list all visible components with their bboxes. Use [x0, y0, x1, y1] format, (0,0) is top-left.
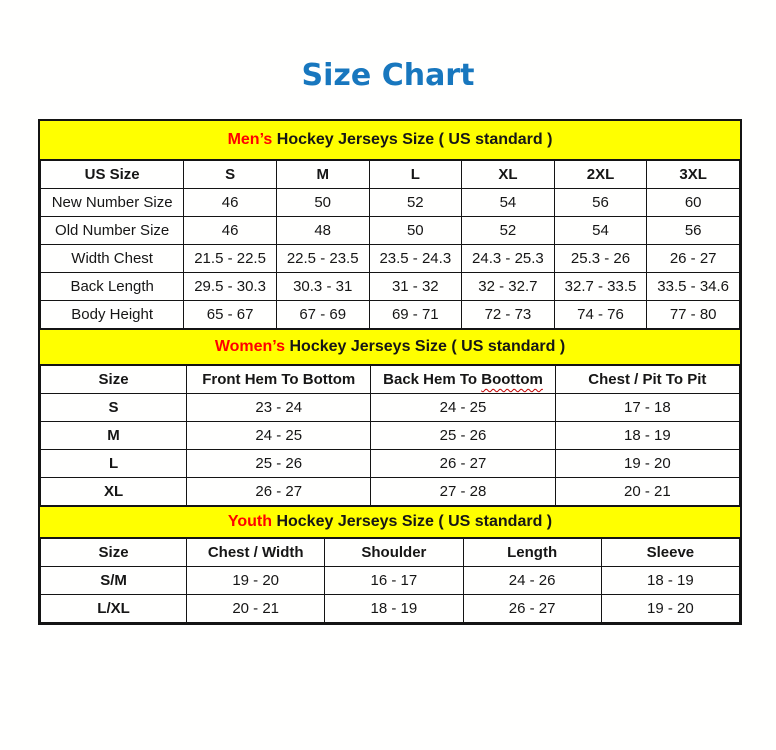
value-cell: 46: [184, 189, 277, 217]
value-cell: 26 - 27: [371, 450, 555, 478]
youth-size-section: [40, 506, 740, 623]
value-cell: 32 - 32.7: [462, 273, 555, 301]
row-label-cell: M: [41, 422, 187, 450]
value-cell: 56: [647, 217, 740, 245]
column-header-cell: Size: [41, 366, 187, 394]
heading-highlight: Women’s: [214, 338, 286, 355]
value-cell: 33.5 - 34.6: [647, 273, 740, 301]
value-cell: 17 - 18: [555, 394, 739, 422]
value-cell: 72 - 73: [462, 301, 555, 329]
mens-table-heading: [40, 121, 740, 160]
row-label-cell: L/XL: [41, 595, 187, 623]
value-cell: 16 - 17: [325, 567, 463, 595]
value-cell: 50: [276, 189, 369, 217]
value-cell: 19 - 20: [555, 450, 739, 478]
page-title: Size Chart: [301, 58, 475, 93]
value-cell: 24 - 26: [463, 567, 601, 595]
value-cell: 65 - 67: [184, 301, 277, 329]
column-header-cell: Sleeve: [601, 539, 739, 567]
table-row: [41, 273, 740, 301]
value-cell: 60: [647, 189, 740, 217]
value-cell: 56: [554, 189, 647, 217]
row-label-cell: New Number Size: [41, 189, 184, 217]
value-cell: 25.3 - 26: [554, 245, 647, 273]
column-header-cell: S: [184, 161, 277, 189]
column-header-cell: L: [369, 161, 462, 189]
table-row: [41, 301, 740, 329]
row-label-cell: Body Height: [41, 301, 184, 329]
value-cell: 19 - 20: [187, 567, 325, 595]
value-cell: 32.7 - 33.5: [554, 273, 647, 301]
table-row: [41, 394, 740, 422]
value-cell: 48: [276, 217, 369, 245]
column-header-cell: Chest / Pit To Pit: [555, 366, 739, 394]
value-cell: 18 - 19: [325, 595, 463, 623]
size-chart-page: [0, 58, 776, 625]
misspelled-word: Boottom: [481, 371, 543, 388]
value-cell: 23.5 - 24.3: [369, 245, 462, 273]
value-cell: 22.5 - 23.5: [276, 245, 369, 273]
womens-size-section: [40, 329, 740, 506]
value-cell: 50: [369, 217, 462, 245]
value-cell: 23 - 24: [187, 394, 371, 422]
table-row: [41, 567, 740, 595]
value-cell: 25 - 26: [187, 450, 371, 478]
value-cell: 24 - 25: [371, 394, 555, 422]
value-cell: 31 - 32: [369, 273, 462, 301]
column-header-row: [41, 366, 740, 394]
womens-size-table: [40, 365, 740, 506]
value-cell: 54: [462, 189, 555, 217]
heading-highlight: Men’s: [227, 131, 273, 148]
row-label-cell: S/M: [41, 567, 187, 595]
value-cell: 27 - 28: [371, 478, 555, 506]
value-cell: 26 - 27: [187, 478, 371, 506]
row-label-cell: Width Chest: [41, 245, 184, 273]
column-header-cell: Back Hem To Boottom: [371, 366, 555, 394]
row-label-cell: S: [41, 394, 187, 422]
value-cell: 24.3 - 25.3: [462, 245, 555, 273]
row-label-cell: L: [41, 450, 187, 478]
mens-size-table: [40, 160, 740, 329]
youth-table-heading: [40, 506, 740, 538]
value-cell: 20 - 21: [187, 595, 325, 623]
table-row: [41, 478, 740, 506]
heading-rest: Hockey Jerseys Size ( US standard ): [272, 513, 553, 530]
value-cell: 21.5 - 22.5: [184, 245, 277, 273]
column-header-row: [41, 539, 740, 567]
row-label-cell: Back Length: [41, 273, 184, 301]
heading-rest: Hockey Jerseys Size ( US standard ): [285, 338, 566, 355]
column-header-cell: Size: [41, 539, 187, 567]
value-cell: 29.5 - 30.3: [184, 273, 277, 301]
table-row: [41, 217, 740, 245]
value-cell: 24 - 25: [187, 422, 371, 450]
column-header-cell: US Size: [41, 161, 184, 189]
value-cell: 18 - 19: [555, 422, 739, 450]
column-header-cell: Chest / Width: [187, 539, 325, 567]
column-header-cell: 3XL: [647, 161, 740, 189]
column-header-cell: Front Hem To Bottom: [187, 366, 371, 394]
column-header-cell: 2XL: [554, 161, 647, 189]
column-header-row: [41, 161, 740, 189]
value-cell: 30.3 - 31: [276, 273, 369, 301]
row-label-cell: XL: [41, 478, 187, 506]
value-cell: 26 - 27: [647, 245, 740, 273]
value-cell: 67 - 69: [276, 301, 369, 329]
value-cell: 77 - 80: [647, 301, 740, 329]
table-row: [41, 450, 740, 478]
heading-highlight: Youth: [227, 513, 272, 530]
value-cell: 19 - 20: [601, 595, 739, 623]
heading-rest: Hockey Jerseys Size ( US standard ): [272, 131, 553, 148]
value-cell: 20 - 21: [555, 478, 739, 506]
value-cell: 69 - 71: [369, 301, 462, 329]
row-label-cell: Old Number Size: [41, 217, 184, 245]
column-header-cell: Shoulder: [325, 539, 463, 567]
value-cell: 52: [462, 217, 555, 245]
column-header-cell: XL: [462, 161, 555, 189]
size-tables: [38, 119, 742, 625]
table-row: [41, 189, 740, 217]
value-cell: 74 - 76: [554, 301, 647, 329]
column-header-cell: Length: [463, 539, 601, 567]
table-row: [41, 595, 740, 623]
value-cell: 54: [554, 217, 647, 245]
value-cell: 46: [184, 217, 277, 245]
table-row: [41, 422, 740, 450]
table-row: [41, 245, 740, 273]
youth-size-table: [40, 538, 740, 623]
column-header-cell: M: [276, 161, 369, 189]
value-cell: 52: [369, 189, 462, 217]
mens-size-section: [40, 121, 740, 329]
value-cell: 25 - 26: [371, 422, 555, 450]
value-cell: 18 - 19: [601, 567, 739, 595]
womens-table-heading: [40, 329, 740, 365]
value-cell: 26 - 27: [463, 595, 601, 623]
